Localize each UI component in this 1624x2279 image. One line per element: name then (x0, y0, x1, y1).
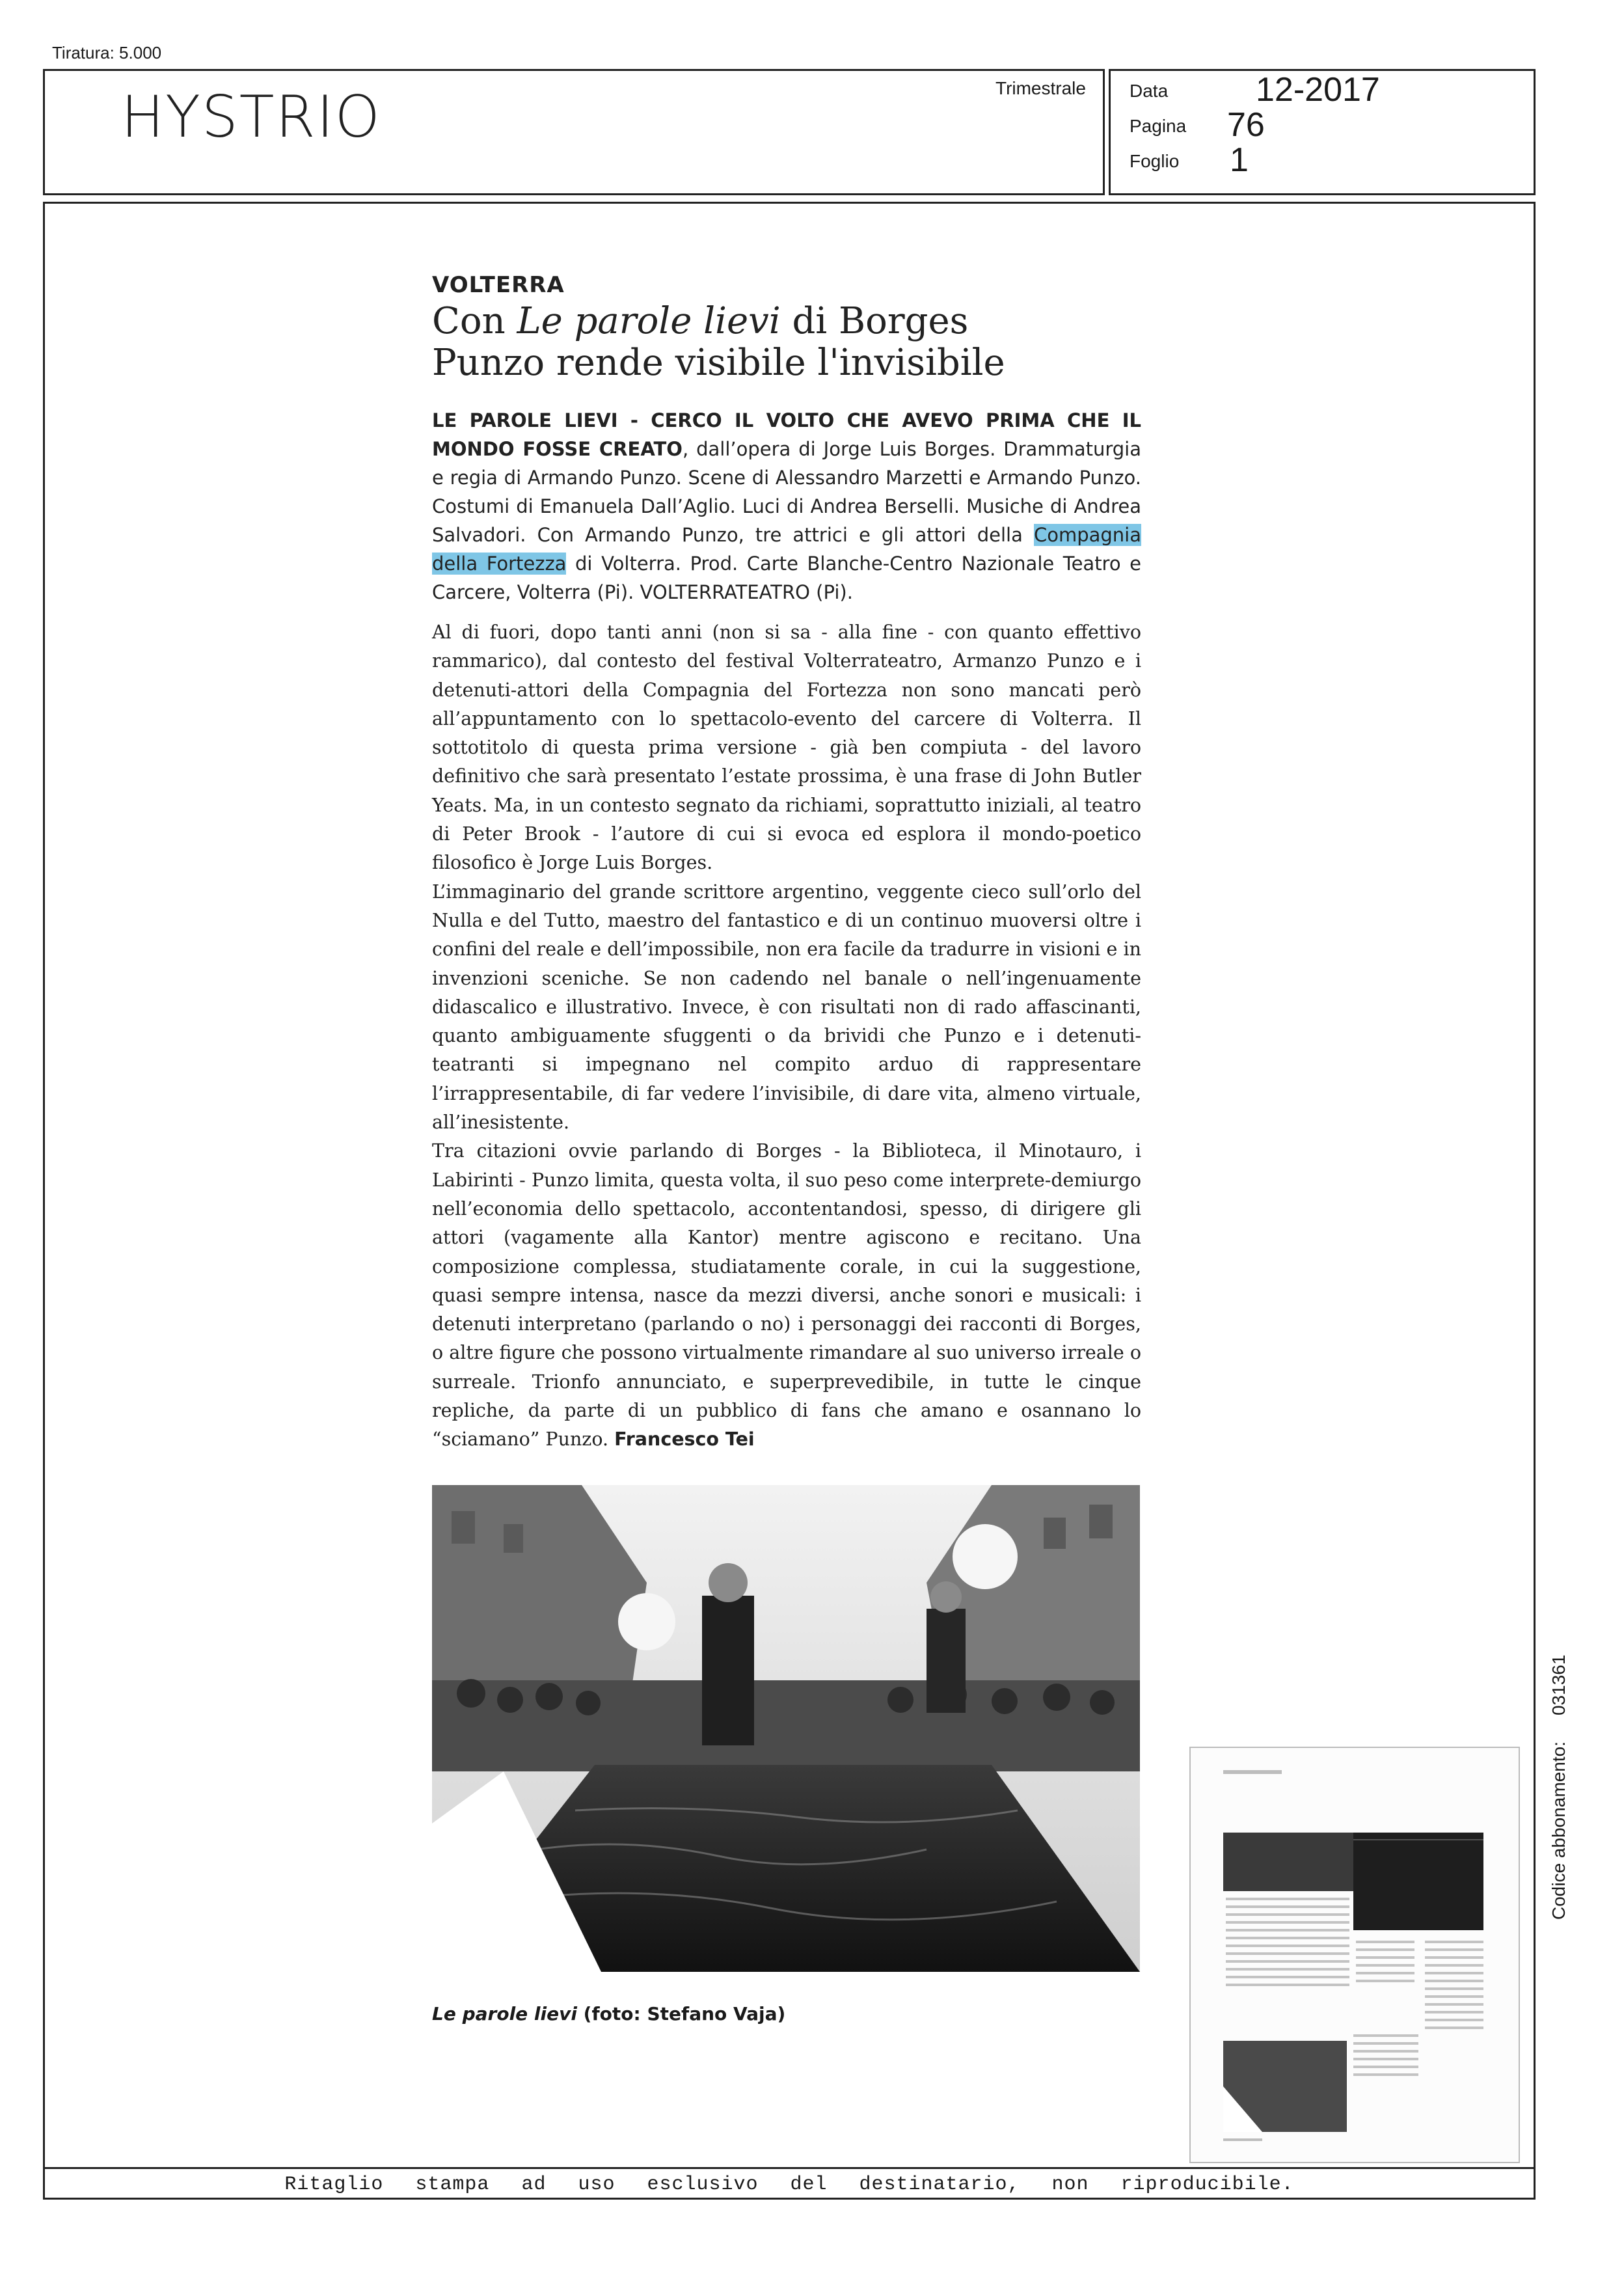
code-value: 031361 (1549, 1654, 1569, 1716)
foglio-value: 1 (1230, 141, 1249, 179)
article-photo (432, 1485, 1140, 1972)
credits-title: LE PAROLE LIEVI - CERCO IL VOLTO CHE AVEVO PRIMA CHE IL MONDO FOSSE CREATO (432, 409, 1141, 460)
article-credits (432, 406, 1141, 607)
credits-highlight: Compagnia della Fortezza (432, 524, 1141, 575)
photo-caption (432, 2003, 785, 2025)
pagina-value: 76 (1227, 106, 1265, 144)
headline-line2: Punzo rende visibile l'invisibile (432, 342, 1005, 384)
publication-logo: HYSTRIO (121, 83, 381, 150)
subscription-code (1549, 1555, 1569, 1920)
pagina-label: Pagina (1130, 116, 1187, 136)
headline-pre: Con (432, 300, 517, 342)
paragraph-2: L’immaginario del grande scrittore argentino, veggente cieco sull’orlo del Nulla e del Tutto, maestro del fantastico e di un continuo muoversi oltre i confini del reale e dell’impossibile, non era facile da tradurre in visioni e in invenzioni sceniche. Se non cadendo nel banale o nell’ingenuamente didascalico e illustrativo. Invece, è con risultati non di rado affascinanti, quanto ambiguamente sfuggenti o da brividi che Punzo e i detenuti-teatranti si impegnano nel compito arduo di rappresentare l’irrappresentabile, di far vedere l’invisibile, di dare vita, almeno virtuale, all’inesistente. (432, 880, 1141, 1134)
credits-text-2: di Volterra. Prod. Carte Blanche-Centro Nazionale Teatro e Carcere, Volterra (Pi). VOLTERRATEATRO (Pi). (432, 553, 1142, 603)
article-headline (432, 301, 1141, 384)
footer-divider (43, 2167, 1536, 2169)
article-kicker: VOLTERRA (432, 272, 565, 298)
paragraph-1: Al di fuori, dopo tanti anni (non si sa - alla fine - con quanto effettivo rammarico), dal contesto del festival Volterrateatro, Armanzo Punzo e i detenuti-attori della Compagnia del Fortezza non sono mancati però all’appuntamento con lo spettacolo-evento del carcere di Volterra. Il sottotitolo di questa prima versione - già ben compiuta - del lavoro definitivo che sarà presentato l’estate prossima, è una frase di John Butler Yeats. Ma, in un contesto segnato da richiami, soprattutto iniziali, al teatro di Peter Brook - l’autore di cui si evoca ed esplora il mondo-poetico filosofico è Jorge Luis Borges. (432, 621, 1141, 874)
paragraph-3-text: Tra citazioni ovvie parlando di Borges - la Biblioteca, il Minotauro, i Labirinti - Punzo limita, questa volta, il suo peso come interprete-demiurgo nell’economia dello spettacolo, accontentandosi, spesso, di dirigere gli attori (vagamente alla Kantor) mentre agiscono e recitano. Una composizione complessa, studiatamente corale, in cui la suggestione, quasi sempre intensa, nasce da mezzi diversi, anche sonori e musicali: i detenuti interpretano (parlando o no) i personaggi dei racconti di Borges, o altre figure che possono virtualmente rimandare al suo universo irreale o surreale. Trionfo annunciato, e superprevedibile, in tutte le cinque repliche, da parte di un pubblico di fans che amano e osannano lo “sciamano” Punzo. (432, 1140, 1141, 1451)
article-author: Francesco Tei (614, 1428, 755, 1451)
foglio-label: Foglio (1130, 151, 1180, 171)
code-label: Codice abbonamento: (1549, 1741, 1569, 1920)
caption-title: Le parole lievi (432, 2003, 577, 2025)
photo-illustration (432, 1485, 1140, 1972)
article (432, 272, 1141, 1454)
footer-notice: Ritaglio stampa ad uso esclusivo del destinatario, non riproducibile. (284, 2174, 1294, 2196)
tiratura: Tiratura: 5.000 (52, 43, 162, 62)
periodicity: Trimestrale (995, 78, 1086, 98)
caption-credit: (foto: Stefano Vaja) (576, 2003, 786, 2025)
credits-text-1: , dall’opera di Jorge Luis Borges. Drammaturgia e regia di Armando Punzo. Scene di Alessandro Marzetti e Armando Punzo. Costumi di Emanuela Dall’Aglio. Luci di Andrea Berselli. Musiche di Andrea Salvadori. Con Armando Punzo, tre attrici e gli attori della (432, 438, 1141, 546)
thumbnail-preview (1191, 1748, 1520, 2163)
paragraph-3 (432, 1137, 1141, 1454)
data-value: 12-2017 (1256, 71, 1380, 109)
data-label: Data (1130, 81, 1169, 101)
page-thumbnail (1189, 1747, 1520, 2163)
headline-post: di Borges (780, 300, 969, 342)
headline-title-italic: Le parole lievi (517, 300, 781, 342)
